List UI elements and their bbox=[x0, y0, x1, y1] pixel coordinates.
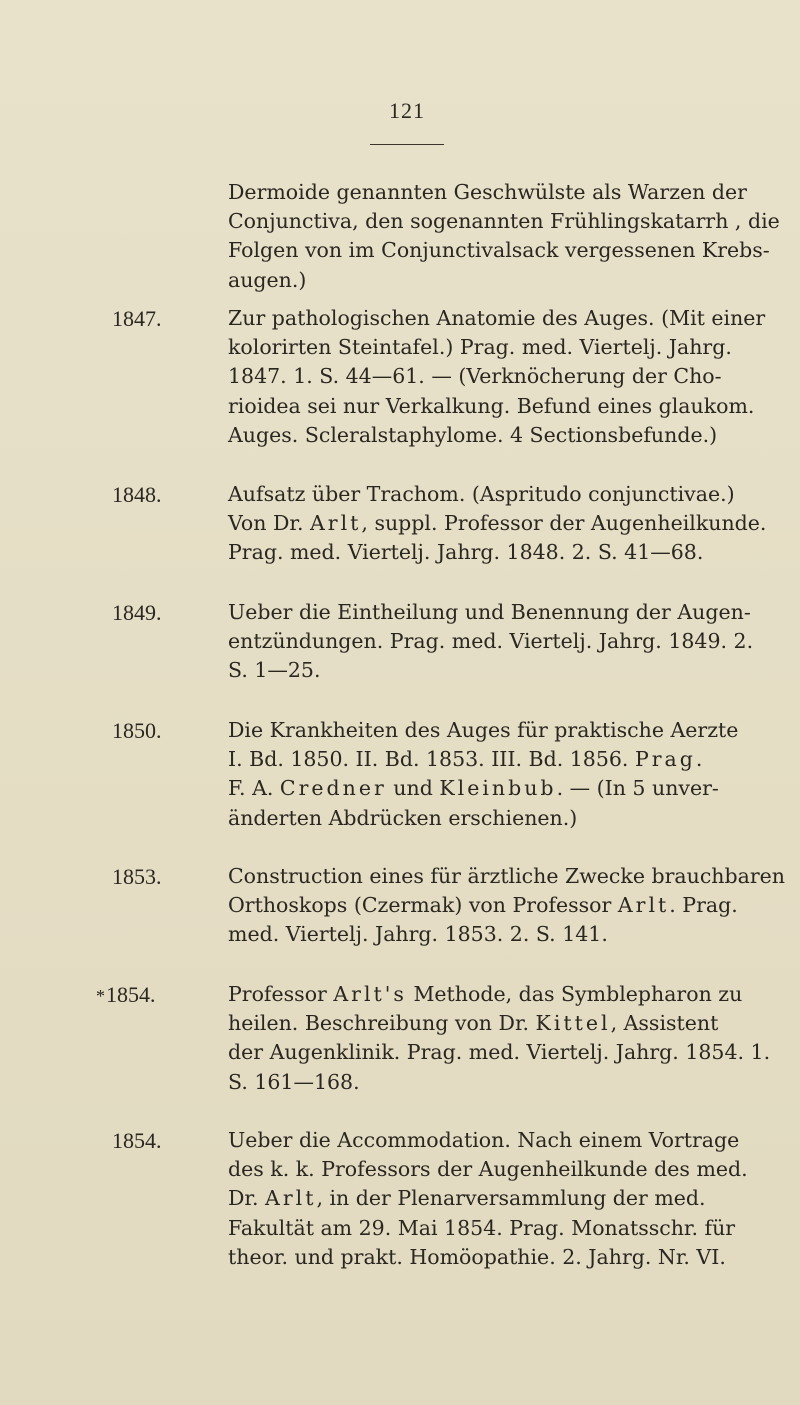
spaced-name: Kittel bbox=[535, 1011, 611, 1036]
text-line: des k. k. Professors der Augenheilkunde des med. bbox=[228, 1157, 748, 1182]
asterisk-mark: * bbox=[96, 986, 105, 1006]
header-rule bbox=[370, 144, 444, 145]
text-line: Dr. Arlt, in der Plenarversammlung der med. bbox=[228, 1186, 706, 1211]
entry-year: 1849. bbox=[112, 600, 162, 625]
spaced-name: Arlt's bbox=[333, 982, 407, 1006]
text-line: F. A. Credner und Kleinbub. — (In 5 unver- bbox=[228, 776, 719, 801]
text-line: S. 161—168. bbox=[228, 1069, 360, 1094]
text-line: theor. und prakt. Homöopathie. 2. Jahrg. Nr. VI. bbox=[228, 1244, 726, 1269]
entry-text bbox=[228, 1126, 748, 1272]
entry-year: 1850. bbox=[112, 718, 162, 743]
text-line: Dermoide genannten Geschwülste als Warzen der bbox=[228, 180, 747, 204]
text-line: Von Dr. Arlt, suppl. Professor der Augenheilkunde. bbox=[228, 511, 767, 536]
entry-text bbox=[228, 862, 785, 950]
text-line: Ueber die Eintheilung und Benennung der Augen- bbox=[228, 600, 751, 624]
text-line: Conjunctiva, den sogenannten Frühlingskatarrh , die bbox=[228, 209, 780, 234]
entry-text bbox=[228, 716, 748, 833]
spaced-name: Arlt bbox=[617, 893, 670, 918]
text-line: heilen. Beschreibung von Dr. Kittel, Assistent bbox=[228, 1011, 719, 1036]
entry-text bbox=[228, 304, 766, 450]
entry-text bbox=[228, 980, 771, 1097]
text-line: Zur pathologischen Anatomie des Auges. (Mit einer bbox=[228, 306, 766, 330]
text-line: Orthoskops (Czermak) von Professor Arlt. Prag. bbox=[228, 893, 738, 918]
text-line: Ueber die Accommodation. Nach einem Vortrage bbox=[228, 1128, 740, 1152]
text-line: Auges. Scleralstaphylome. 4 Sectionsbefunde.) bbox=[228, 422, 718, 447]
entry-year: 1847. bbox=[112, 306, 162, 331]
text-line: rioidea sei nur Verkalkung. Befund eines glaukom. bbox=[228, 393, 755, 418]
entry-text bbox=[228, 480, 767, 568]
text-line: entzündungen. Prag. med. Viertelj. Jahrg. 1849. 2. bbox=[228, 629, 754, 654]
entry-year: 1848. bbox=[112, 482, 162, 507]
text-line: Fakultät am 29. Mai 1854. Prag. Monatsschr. für bbox=[228, 1215, 736, 1240]
text-line: Folgen von im Conjunctivalsack vergessenen Krebs- bbox=[228, 238, 770, 263]
entry-year: 1854. bbox=[112, 1128, 162, 1153]
spaced-name: Kleinbub bbox=[439, 776, 557, 801]
spaced-name: Arlt bbox=[265, 1186, 317, 1211]
spaced-name: Credner bbox=[279, 776, 387, 801]
entry-year: *1854. bbox=[96, 982, 156, 1007]
text-line: änderten Abdrücken erschienen.) bbox=[228, 805, 578, 830]
text-line: der Augenklinik. Prag. med. Viertelj. Jahrg. 1854. 1. bbox=[228, 1040, 771, 1065]
continued-entry-text bbox=[228, 178, 780, 295]
text-line: S. 1—25. bbox=[228, 658, 321, 683]
text-line: Die Krankheiten des Auges für praktische Aerzte bbox=[228, 718, 739, 742]
text-line: Prag. med. Viertelj. Jahrg. 1848. 2. S. 41—68. bbox=[228, 540, 704, 565]
entry-year: 1853. bbox=[112, 864, 162, 889]
text-line: 1847. 1. S. 44—61. — (Verknöcherung der Cho- bbox=[228, 364, 722, 389]
text-line: augen.) bbox=[228, 267, 307, 292]
text-line: kolorirten Steintafel.) Prag. med. Viertelj. Jahrg. bbox=[228, 335, 732, 360]
page-number: 121 bbox=[389, 98, 425, 123]
spaced-place: Prag. bbox=[634, 747, 706, 772]
spaced-name: Arlt bbox=[310, 511, 362, 536]
entry-text bbox=[228, 598, 754, 686]
text-line: Construction eines für ärztliche Zwecke brauchbaren bbox=[228, 864, 785, 888]
text-line: I. Bd. 1850. II. Bd. 1853. III. Bd. 1856. Prag. bbox=[228, 747, 706, 772]
text-line: med. Viertelj. Jahrg. 1853. 2. S. 141. bbox=[228, 922, 608, 947]
text-line: Professor Arlt's Methode, das Symblepharon zu bbox=[228, 982, 743, 1006]
text-line: Aufsatz über Trachom. (Aspritudo conjunctivae.) bbox=[228, 482, 735, 506]
